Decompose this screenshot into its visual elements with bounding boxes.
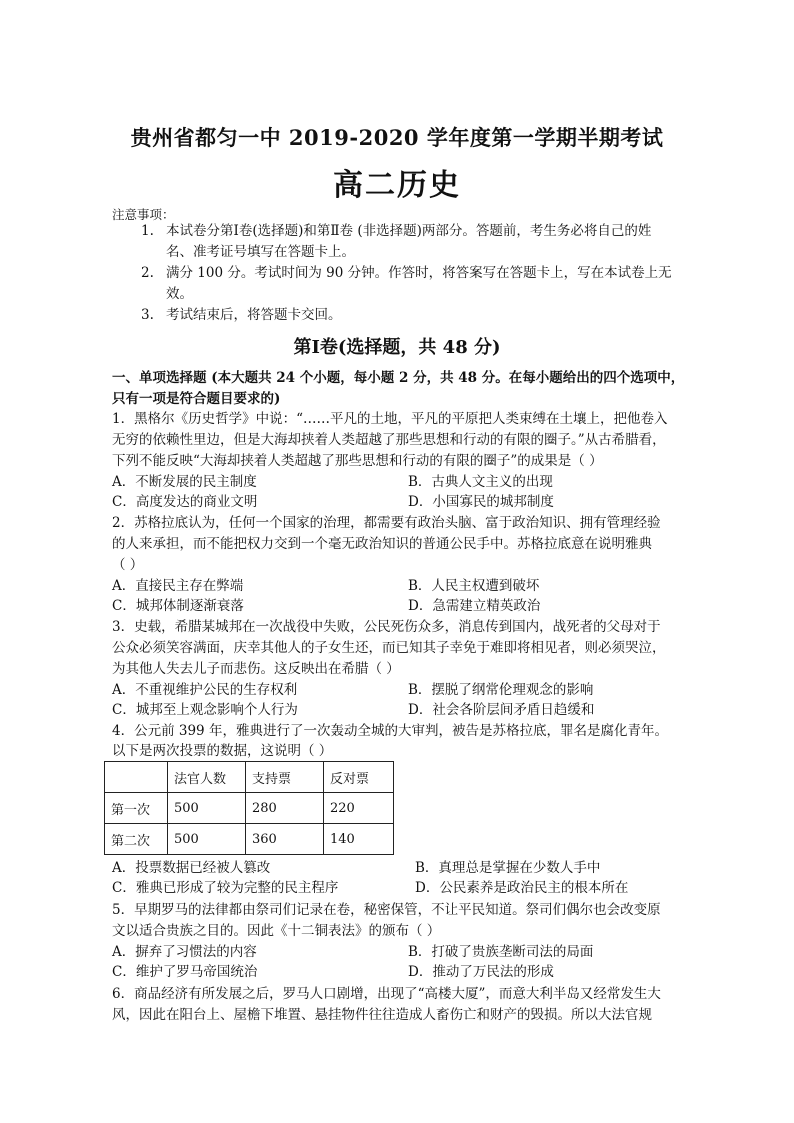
note-line: 本试卷分第Ⅰ卷(选择题)和第Ⅱ卷 (非选择题)两部分。答题前，考生务必将自己的姓	[166, 223, 652, 239]
option-c: C．雅典已形成了较为完整的民主程序	[112, 880, 339, 896]
table-header-cell: 法官人数	[168, 762, 246, 793]
option-c: C．城邦体制逐渐衰落	[112, 598, 244, 614]
section-title: 第Ⅰ卷(选择题，共 48 分)	[293, 337, 501, 358]
question-5-line: 5．早期罗马的法律都由祭司们记录在卷，秘密保管，不让平民知道。祭司们偶尔也会改变原	[112, 902, 661, 918]
question-3-line: 3．史载，希腊某城邦在一次战役中失败，公民死伤众多，消息传到国内，战死者的父母对于	[112, 619, 661, 635]
note-number: 1.	[141, 223, 154, 239]
note-number: 2.	[141, 265, 154, 281]
option-c: C．高度发达的商业文明	[112, 494, 258, 510]
question-1-line: 1．黑格尔《历史哲学》中说：“……平凡的土地，平凡的平原把人类束缚在土壤上，把他卷入	[112, 411, 668, 427]
question-2-line: （ ）	[112, 557, 144, 573]
option-a: A．不重视维护公民的生存权利	[112, 682, 298, 698]
table-cell: 500	[168, 793, 246, 824]
table-row	[105, 824, 394, 855]
table-cell: 280	[246, 793, 324, 824]
option-d: D．公民素养是政治民主的根本所在	[415, 880, 629, 896]
table-cell: 第二次	[105, 824, 168, 855]
table-header-cell: 支持票	[246, 762, 324, 793]
note-line: 考试结束后，将答题卡交回。	[166, 307, 342, 323]
instruction	[112, 368, 690, 409]
option-d: D．社会各阶层间矛盾日趋缓和	[408, 702, 595, 718]
option-d: D．急需建立精英政治	[408, 598, 541, 614]
option-b: B．真理总是掌握在少数人手中	[415, 860, 601, 876]
note-text	[166, 263, 696, 305]
table-header-cell: 反对票	[324, 762, 394, 793]
note-line: 效。	[166, 286, 193, 302]
option-a: A．摒弃了习惯法的内容	[112, 944, 257, 960]
question-6-line: 风，因此在阳台上、屋檐下堆置、悬挂物件往往造成人畜伤亡和财产的毁损。所以大法官规	[112, 1007, 652, 1023]
notes-heading: 注意事项：	[112, 207, 175, 222]
question-1-line: 无穷的依赖性里边，但是大海却挟着人类超越了那些思想和行动的有限的圈子。”从古希腊看，	[112, 432, 666, 448]
note-number: 3.	[141, 307, 154, 323]
option-b: B．摆脱了纲常伦理观念的影响	[408, 682, 594, 698]
note-line: 满分 100 分。考试时间为 90 分钟。作答时，将答案写在答题卡上，写在本试卷上无	[166, 265, 672, 281]
option-b: B．打破了贵族垄断司法的局面	[408, 944, 594, 960]
table-header-row	[105, 762, 394, 793]
note-text	[166, 305, 696, 326]
question-1-line: 下列不能反映“大海却挟着人类超越了那些思想和行动的有限的圈子”的成果是（ ）	[112, 453, 603, 469]
option-b: B．古典人文主义的出现	[408, 474, 553, 490]
table-header-cell	[105, 762, 168, 793]
option-a: A．不断发展的民主制度	[112, 474, 257, 490]
vote-table	[104, 761, 394, 855]
note-text	[166, 221, 696, 263]
table-cell: 500	[168, 824, 246, 855]
instruction-line: 只有一项是符合题目要求的)	[112, 390, 281, 407]
question-5-line: 文以适合贵族之目的。因此《十二铜表法》的颁布（ ）	[112, 923, 441, 939]
question-2-line: 的人来承担，而不能把权力交到一个毫无政治知识的普通公民手中。苏格拉底意在说明雅典	[112, 536, 652, 552]
table-cell: 220	[324, 793, 394, 824]
table-cell: 360	[246, 824, 324, 855]
question-3-line: 公众必须笑容满面，庆幸其他人的子女生还，而已知其子幸免于难即将相见者，则必须哭泣，	[112, 640, 666, 656]
table-cell: 第一次	[105, 793, 168, 824]
question-2-line: 2．苏格拉底认为，任何一个国家的治理，都需要有政治头脑、富于政治知识、拥有管理经验	[112, 515, 661, 531]
option-d: D．小国寡民的城邦制度	[408, 494, 554, 510]
question-3-line: 为其他人失去儿子而悲伤。这反映出在希腊（ ）	[112, 661, 400, 677]
option-a: A．投票数据已经被人篡改	[112, 860, 271, 876]
question-6-line: 6．商品经济有所发展之后，罗马人口剧增，出现了“高楼大厦”，而意大利半岛又经常发生大	[112, 986, 661, 1002]
table-cell: 140	[324, 824, 394, 855]
exam-title: 贵州省都匀一中 2019-2020 学年度第一学期半期考试	[130, 125, 664, 150]
table-row	[105, 793, 394, 824]
option-d: D．推动了万民法的形成	[408, 964, 554, 980]
option-c: C．城邦至上观念影响个人行为	[112, 702, 298, 718]
question-4-line: 以下是两次投票的数据，这说明（ ）	[112, 743, 333, 759]
question-4-line: 4．公元前 399 年，雅典进行了一次轰动全城的大审判，被告是苏格拉底，罪名是腐化青年。	[112, 723, 668, 739]
instruction-line: 一、单项选择题 (本大题共 24 个小题，每小题 2 分，共 48 分。在每小题给出的四个选项中，	[112, 370, 685, 386]
option-a: A．直接民主存在弊端	[112, 578, 244, 594]
option-c: C．维护了罗马帝国统治	[112, 964, 258, 980]
note-line: 名、准考证号填写在答题卡上。	[166, 244, 355, 260]
option-b: B．人民主权遭到破坏	[408, 578, 540, 594]
subject-title: 高二历史	[333, 168, 461, 203]
